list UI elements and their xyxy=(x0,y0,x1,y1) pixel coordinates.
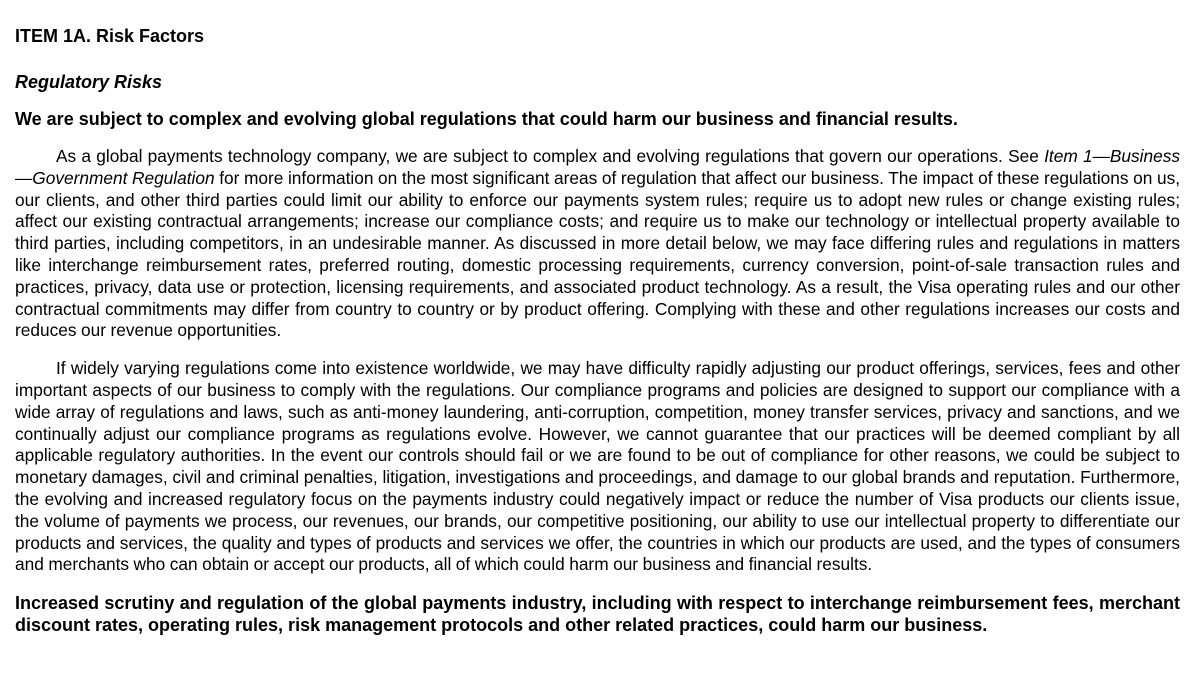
cross-reference: Item 1—Business—Government Regulation xyxy=(15,146,1180,188)
paragraph-text: As a global payments technology company, we are subject to complex and evolving regulations that govern our operations. See xyxy=(56,146,1045,166)
section-title: Regulatory Risks xyxy=(15,72,163,92)
item-title: ITEM 1A. Risk Factors xyxy=(15,26,205,46)
risk-heading-1: We are subject to complex and evolving global regulations that could harm our business and financial results. xyxy=(15,109,958,129)
risk-heading-2: Increased scrutiny and regulation of the global payments industry, including with respect to interchange reimbursement fees, merchant discount rates, operating rules, risk management protocols and other related practices, could harm our business. xyxy=(15,593,1180,636)
risk-1-paragraph-1 xyxy=(15,146,1180,342)
document-page xyxy=(15,24,1180,652)
risk-1-paragraph-2: If widely varying regulations come into existence worldwide, we may have difficulty rapidly adjusting our product offerings, services, fees and other important aspects of our business to comply with the regulations. Our compliance programs and policies are designed to support our compliance with a wide array of regulations and laws, such as anti-money laundering, anti-corruption, competition, money transfer services, privacy and sanctions, and we continually adjust our compliance programs as regulations evolve. However, we cannot guarantee that our practices will be deemed compliant by all applicable regulatory authorities. In the event our controls should fail or we are found to be out of compliance for other reasons, we could be subject to monetary damages, civil and criminal penalties, litigation, investigations and proceedings, and damage to our global brands and reputation. Furthermore, the evolving and increased regulatory focus on the payments industry could negatively impact or reduce the number of Visa products our clients issue, the volume of payments we process, our revenues, our brands, our competitive positioning, our ability to use our intellectual property to differentiate our products and services, the quality and types of products and services we offer, the countries in which our products are used, and the types of consumers and merchants who can obtain or accept our products, all of which could harm our business and financial results. xyxy=(15,358,1180,575)
paragraph-text: for more information on the most significant areas of regulation that affect our business. The impact of these regulations on us, our clients, and other third parties could limit our ability to enforce our payments system rules; require us to adopt new rules or change existing rules; affect our existing contractual arrangements; increase our compliance costs; and require us to make our technology or intellectual property available to third parties, including competitors, in an undesirable manner. As discussed in more detail below, we may face differing rules and regulations in matters like interchange reimbursement rates, preferred routing, domestic processing requirements, currency conversion, point-of-sale transaction rules and practices, privacy, data use or protection, licensing requirements, and associated product technology. As a result, the Visa operating rules and our other contractual commitments may differ from country to country or by product offering. Complying with these and other regulations increases our costs and reduces our revenue opportunities. xyxy=(15,167,1181,341)
